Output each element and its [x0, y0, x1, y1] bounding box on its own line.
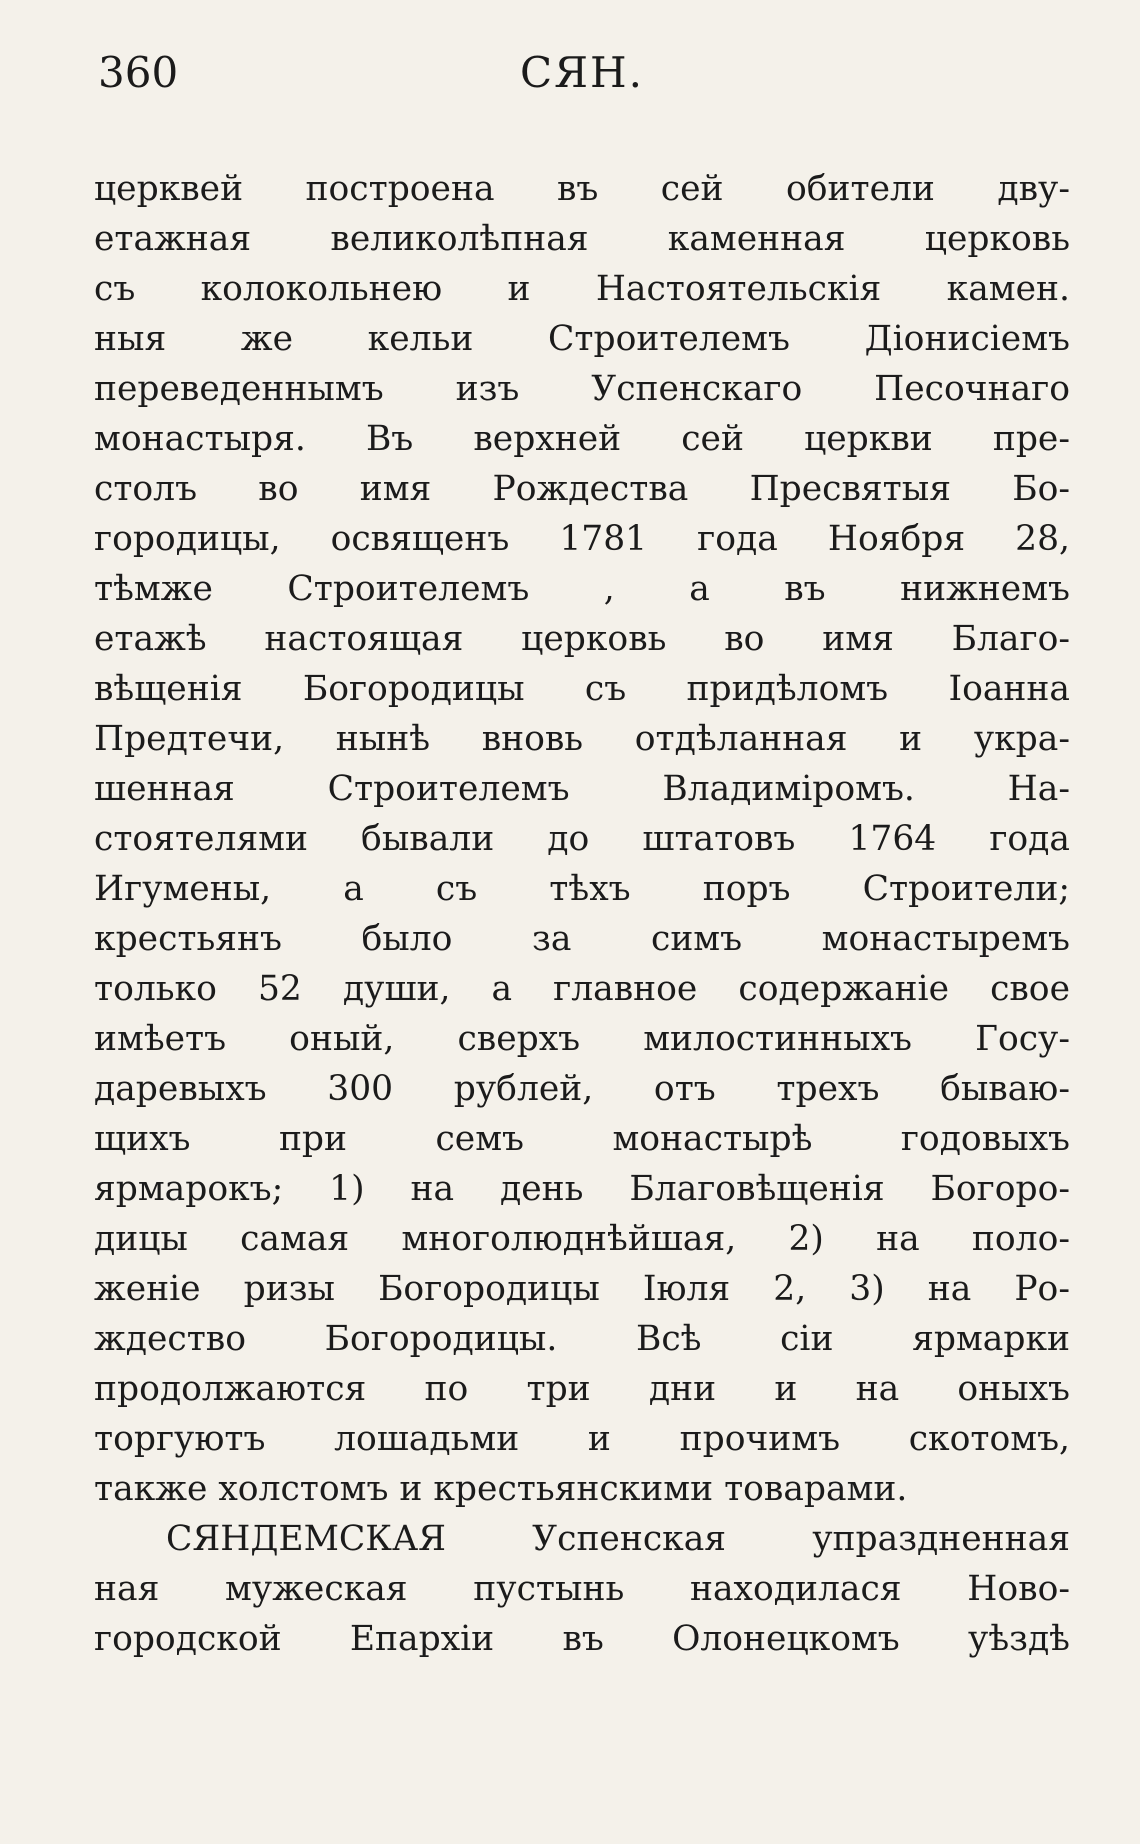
text-line: торгуютъ лошадьми и прочимъ скотомъ, — [94, 1419, 1070, 1459]
text-line: Игумены, а съ тѣхъ поръ Строители; — [94, 869, 1070, 909]
text-line: церквей построена въ сей обители дву- — [94, 169, 1070, 209]
body-text — [94, 164, 1070, 1664]
running-head: СЯН. — [519, 48, 645, 97]
text-line: етажная великолѣпная каменная церковь — [94, 219, 1070, 259]
text-line: городской Епархіи въ Олонецкомъ уѣздѣ — [94, 1619, 1070, 1659]
text-line: городицы, освященъ 1781 года Ноября 28, — [94, 519, 1070, 559]
text-line: имѣетъ оный, сверхъ милостинныхъ Госу- — [94, 1019, 1070, 1059]
text-line: даревыхъ 300 рублей, отъ трехъ бываю- — [94, 1069, 1070, 1109]
text-line: тѣмже Строителемъ , а въ нижнемъ — [94, 569, 1070, 609]
text-line: только 52 души, а главное содержаніе свое — [94, 969, 1070, 1009]
text-line: щихъ при семъ монастырѣ годовыхъ — [94, 1119, 1070, 1159]
text-line: стоятелями бывали до штатовъ 1764 года — [94, 819, 1070, 859]
text-line: вѣщенія Богородицы съ придѣломъ Іоанна — [94, 669, 1070, 709]
text-line: монастыря. Въ верхней сей церкви пре- — [94, 419, 1070, 459]
text-line: крестьянъ было за симъ монастыремъ — [94, 919, 1070, 959]
text-line: ныя же кельи Строителемъ Діонисіемъ — [94, 319, 1070, 359]
text-line: переведеннымъ изъ Успенскаго Песочнаго — [94, 369, 1070, 409]
text-line: ная мужеская пустынь находилася Ново- — [94, 1569, 1070, 1609]
text-line: ждество Богородицы. Всѣ сіи ярмарки — [94, 1319, 1070, 1359]
text-line: продолжаются по три дни и на оныхъ — [94, 1369, 1070, 1409]
text-line: ярмарокъ; 1) на день Благовѣщенія Богоро- — [94, 1169, 1070, 1209]
text-line: женіе ризы Богородицы Іюля 2, 3) на Ро- — [94, 1269, 1070, 1309]
text-line: етажѣ настоящая церковь во имя Благо- — [94, 619, 1070, 659]
text-line: также холстомъ и крестьянскими товарами. — [94, 1469, 908, 1509]
text-line: дицы самая многолюднѣйшая, 2) на поло- — [94, 1219, 1070, 1259]
text-line: Предтечи, нынѣ вновь отдѣланная и укра- — [94, 719, 1070, 759]
text-line: столъ во имя Рождества Пресвятыя Бо- — [94, 469, 1070, 509]
page-header — [94, 38, 1070, 108]
text-line: шенная Строителемъ Владиміромъ. На- — [94, 769, 1070, 809]
text-line: съ колокольнею и Настоятельскія камен. — [94, 269, 1070, 309]
text-line: СЯНДЕМСКАЯ Успенская упраздненная — [166, 1519, 1070, 1559]
page-number: 360 — [98, 48, 179, 97]
